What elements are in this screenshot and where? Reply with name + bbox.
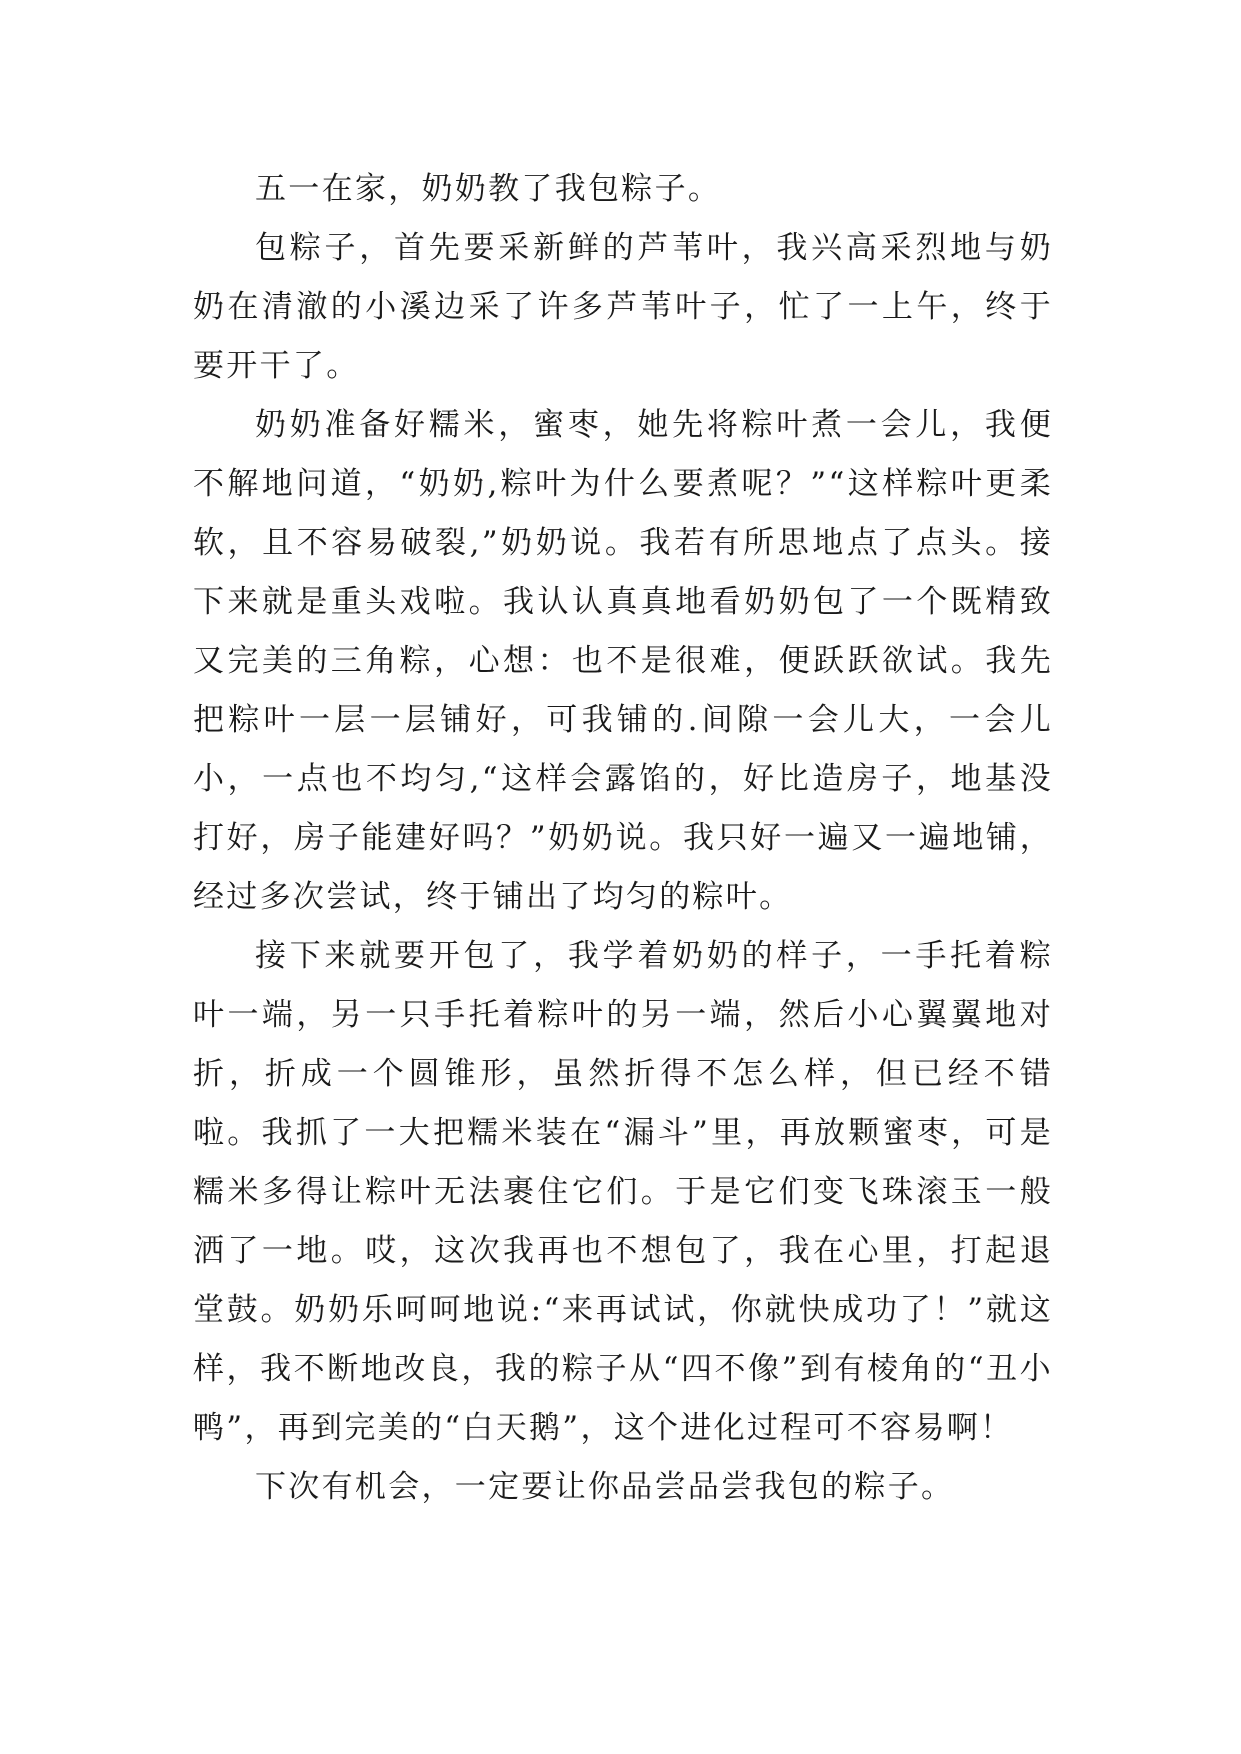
paragraph-preparation: 奶奶准备好糯米，蜜枣，她先将粽叶煮一会儿，我便不解地问道，“奶奶,粽叶为什么要煮呢？”“这样粽叶更柔软，且不容易破裂,”奶奶说。我若有所思地点了点头。接下来就是重头戏啦。我认认真真地看奶奶包了一个既精致又完美的三角粽，心想：也不是很难，便跃跃欲试。我先把粽叶一层一层铺好，可我铺的.间隙一会儿大，一会儿小，一点也不均匀,“这样会露馅的，好比造房子，地基没打好，房子能建好吗？”奶奶说。我只好一遍又一遍地铺，经过多次尝试，终于铺出了均匀的粽叶。 (193, 407, 1053, 915)
paragraph-wrapping: 接下来就要开包了，我学着奶奶的样子，一手托着粽叶一端，另一只手托着粽叶的另一端，然后小心翼翼地对折，折成一个圆锥形，虽然折得不怎么样，但已经不错啦。我抓了一大把糯米装在“漏斗”里，再放颗蜜枣，可是糯米多得让粽叶无法裹住它们。于是它们变飞珠滚玉一般洒了一地。哎，这次我再也不想包了，我在心里，打起退堂鼓。奶奶乐呵呵地说:“来再试试，你就快成功了！”就这样，我不断地改良，我的粽子从“四不像”到有棱角的“丑小鸭”，再到完美的“白天鹅”，这个进化过程可不容易啊！ (193, 938, 1053, 1446)
paragraph-closing: 下次有机会，一定要让你品尝品尝我包的粽子。 (255, 1469, 955, 1505)
document-body (193, 160, 1053, 1517)
paragraph-intro: 五一在家，奶奶教了我包粽子。 (255, 171, 722, 207)
paragraph-picking-leaves: 包粽子，首先要采新鲜的芦苇叶，我兴高采烈地与奶奶在清澈的小溪边采了许多芦苇叶子，忙了一上午，终于要开干了。 (193, 230, 1053, 384)
